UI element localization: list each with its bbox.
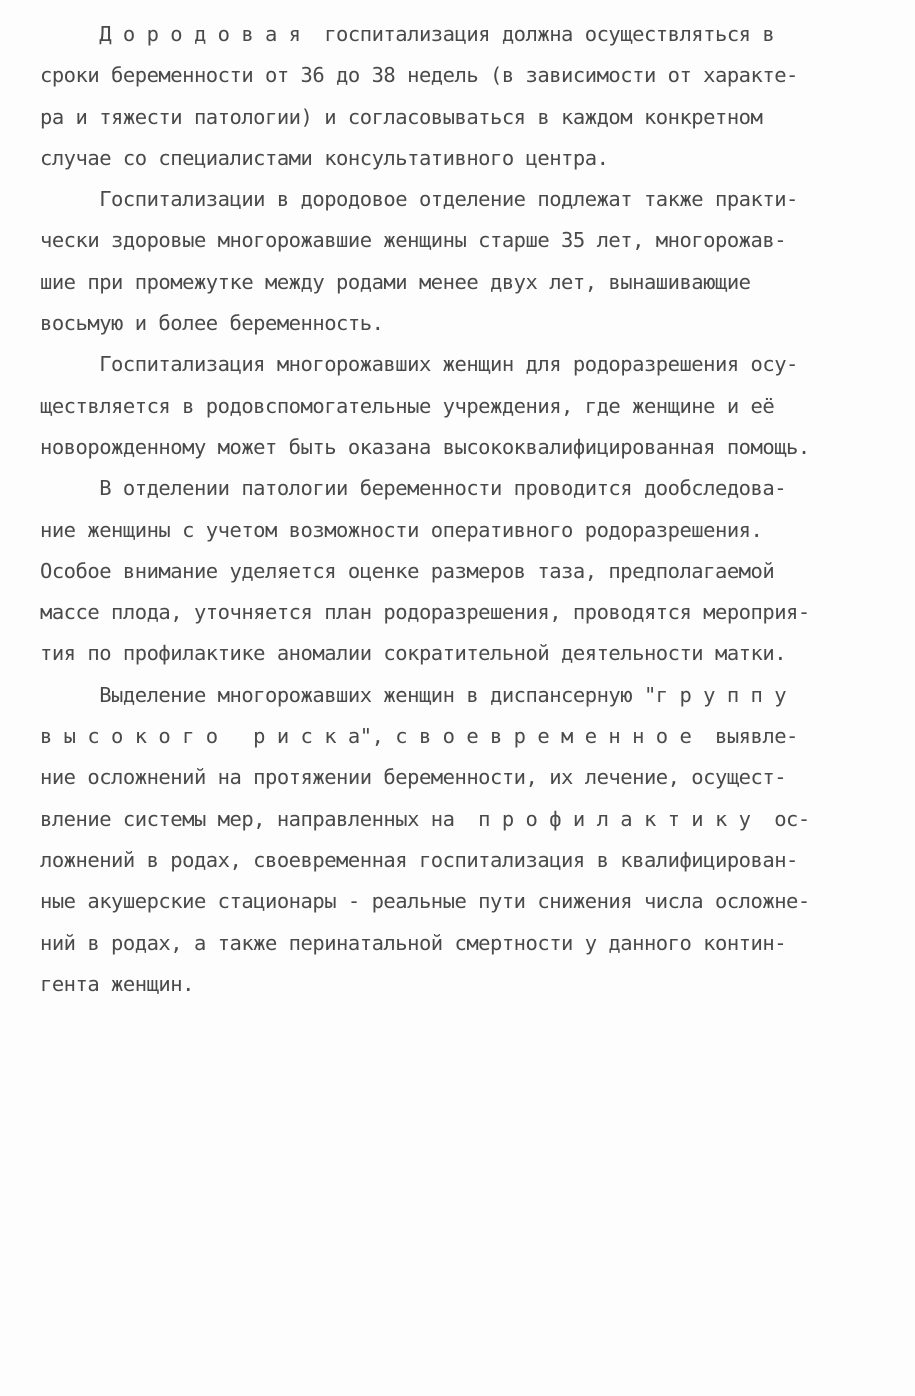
text-line-1: Д о р о д о в а я госпитализация должна осуществляться в	[40, 22, 775, 46]
text-line-5: Госпитализации в дородовое отделение подлежат также практи-	[40, 187, 798, 212]
text-line-10: ществляется в родовспомогательные учреждения, где женщине и её	[40, 393, 775, 418]
text-line-18: в ы с о к о г о р и с к а", с в о е в р е м е н н о е выявле-	[40, 724, 798, 749]
text-line-8: восьмую и более беременность.	[40, 311, 384, 336]
text-line-23: ний в родах, а также перинатальной смертности у данного контин-	[40, 930, 787, 955]
text-line-7: шие при промежутке между родами менее двух лет, вынашивающие	[40, 269, 751, 294]
text-line-2: сроки беременности от 36 до 38 недель (в зависимости от характе-	[40, 63, 798, 88]
text-line-19: ние осложнений на протяжении беременности, их лечение, осущест-	[40, 765, 787, 790]
text-line-15: массе плода, уточняется план родоразрешения, проводятся мероприя-	[40, 600, 810, 625]
text-line-9: Госпитализация многорожавших женщин для родоразрешения осу-	[40, 352, 798, 377]
text-line-16: тия по профилактике аномалии сократительной деятельности матки.	[40, 641, 787, 666]
text-line-3: ра и тяжести патологии) и согласовываться в каждом конкретном	[40, 104, 763, 129]
text-line-22: ные акушерские стационары - реальные пути снижения числа осложне-	[40, 889, 810, 914]
text-line-14: Особое внимание уделяется оценке размеров таза, предполагаемой	[40, 558, 775, 583]
text-line-21: ложнений в родах, своевременная госпитализация в квалифицирован-	[40, 847, 798, 872]
text-line-20: вление системы мер, направленных на п р о ф и л а к т и к у ос-	[40, 806, 810, 831]
body-text	[40, 14, 880, 1005]
text-line-6: чески здоровые многорожавшие женщины старше 35 лет, многорожав-	[40, 228, 787, 253]
text-line-13: ние женщины с учетом возможности оперативного родоразрешения.	[40, 517, 763, 542]
text-line-12: В отделении патологии беременности проводится дообследова-	[40, 476, 787, 501]
text-line-4: случае со специалистами консультативного центра.	[40, 145, 609, 170]
text-line-24: гента женщин.	[40, 971, 194, 996]
text-line-11: новорожденному может быть оказана высококвалифицированная помощь.	[40, 434, 810, 459]
text-line-17: Выделение многорожавших женщин в диспансерную "г р у п п у	[40, 682, 787, 707]
